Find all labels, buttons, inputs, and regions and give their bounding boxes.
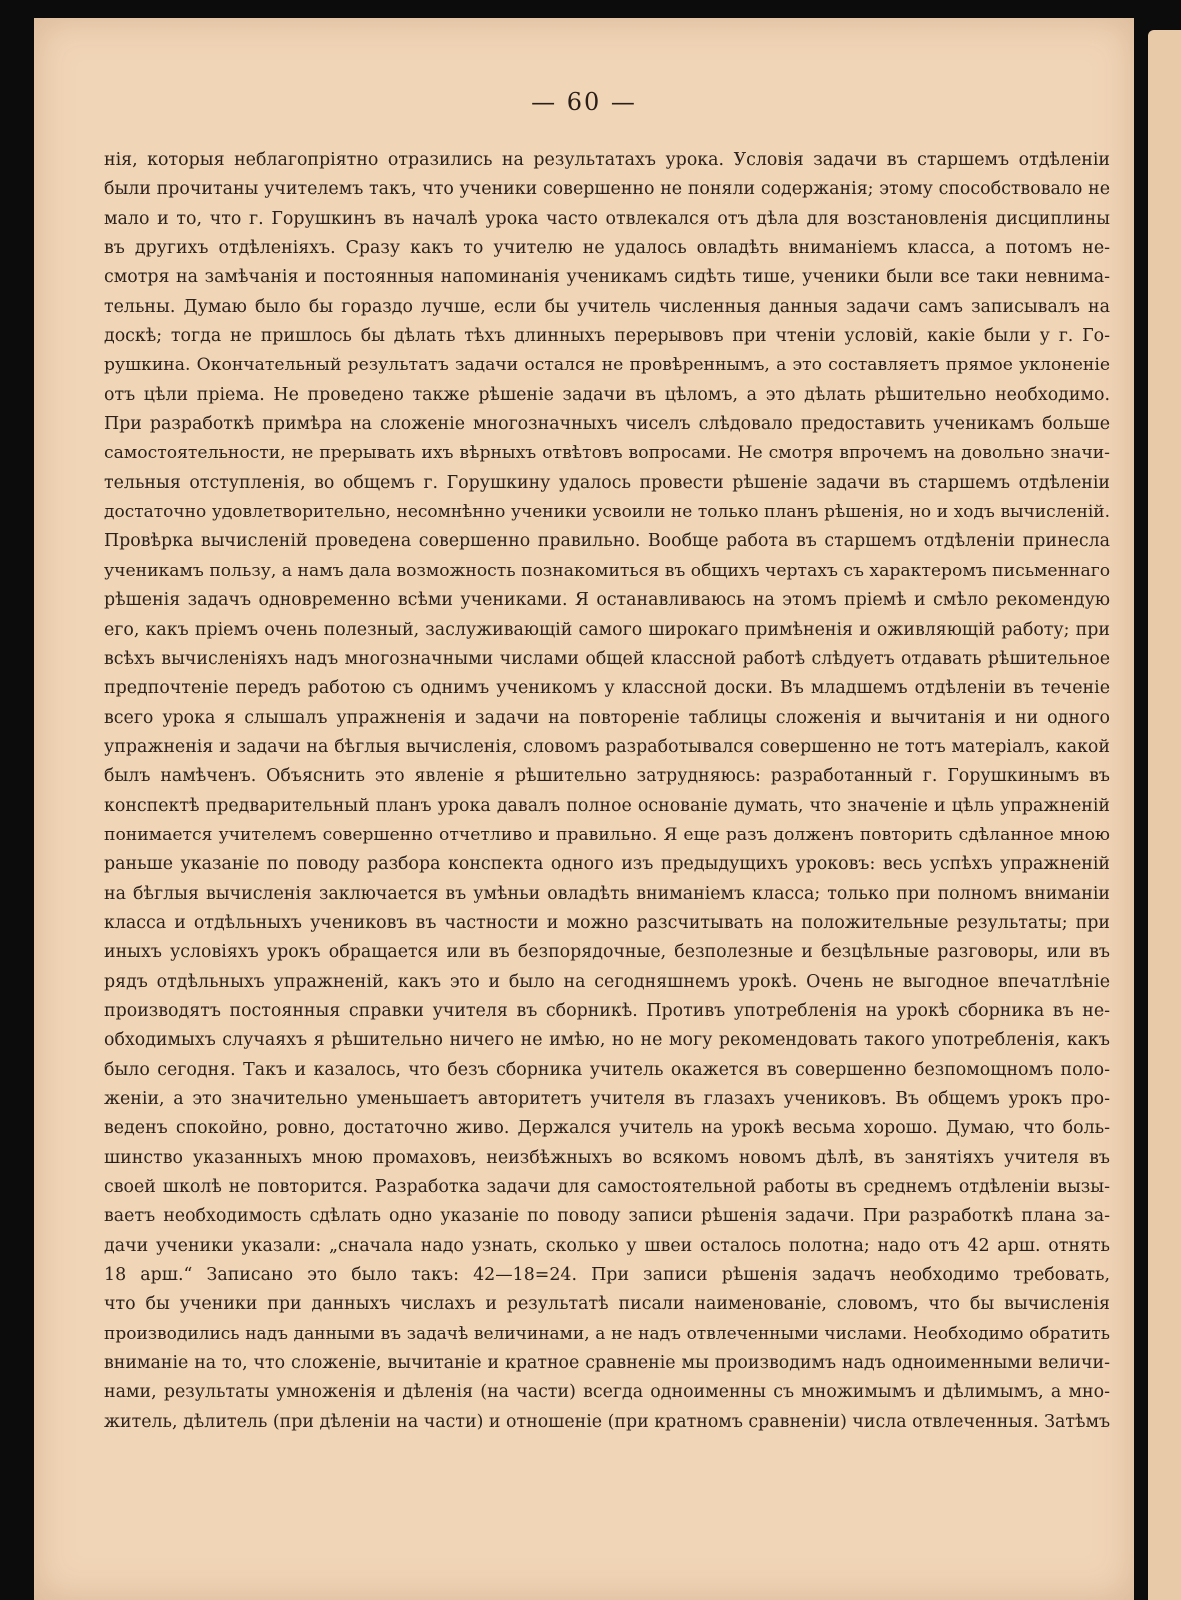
text-line: вниманіе на то, что сложеніе, вычитаніе и кратное сравненіе мы производимъ надъ одноименными величи- [104, 1353, 1110, 1374]
text-line: достаточно удовлетворительно, несомнѣнно ученики усвоили не только планъ рѣшенія, но и ходъ вычисленій. [104, 502, 1110, 523]
text-line: иныхъ условіяхъ урокъ обращается или въ безпорядочные, безполезные и безцѣльные разговоры, или въ [104, 942, 1110, 963]
page-number: — 60 — [531, 88, 637, 116]
text-line: обходимыхъ случаяхъ я рѣшительно ничего не имѣю, но не могу рекомендовать такого употребленія, какъ [104, 1030, 1110, 1051]
text-line: ученикамъ пользу, а намъ дала возможность познакомиться въ общихъ чертахъ съ характеромъ письменнаго [104, 560, 1111, 581]
text-line: класса и отдѣльныхъ учениковъ въ частности и можно разсчитывать на положительные результаты; при [104, 912, 1110, 933]
text-line: отъ цѣли пріема. Не проведено также рѣшеніе задачи въ цѣломъ, а это дѣлать рѣшительно необходимо. [104, 384, 1110, 405]
text-line: женіи, а это значительно уменьшаетъ авторитетъ учителя въ глазахъ учениковъ. Въ общемъ урокъ про- [104, 1089, 1110, 1109]
text-line: житель, дѣлитель (при дѣленіи на части) и отношеніе (при кратномъ сравненіи) числа отвлеченныя. Затѣмъ [104, 1411, 1111, 1432]
text-line: раньше указаніе по поводу разбора конспекта одного изъ предыдущихъ уроковъ: весь успѣхъ упражненій [104, 854, 1110, 875]
next-page-edge [1148, 30, 1181, 1600]
body-text [104, 146, 1110, 1437]
text-line: Провѣрка вычисленій проведена совершенно правильно. Вообще работа въ старшемъ отдѣленіи принесла [104, 531, 1110, 552]
text-line: упражненія и задачи на бѣглыя вычисленія, словомъ разработывался совершенно не тотъ матеріалъ, какой [104, 736, 1110, 757]
text-line: конспектѣ предварительный планъ урока давалъ полное основаніе думать, что значеніе и цѣль упражненій [104, 795, 1110, 816]
text-line: было сегодня. Такъ и казалось, что безъ сборника учитель окажется въ совершенно безпомощномъ поло- [104, 1059, 1110, 1080]
text-line: шинство указанныхъ мною промаховъ, неизбѣжныхъ во всякомъ новомъ дѣлѣ, въ занятіяхъ учителя въ [104, 1147, 1110, 1168]
text-line: дачи ученики указали: „сначала надо узнать, сколько у швеи осталось полотна; надо отъ 42 арш. отнять [104, 1235, 1110, 1256]
text-line: нами, результаты умноженія и дѣленія (на части) всегда одноименны съ множимымъ и дѣлимымъ, а мно- [104, 1382, 1110, 1403]
text-line: рѣшенія задачъ одновременно всѣми учениками. Я останавливаюсь на этомъ пріемѣ и смѣло рекомендую [104, 590, 1110, 611]
text-line: рушкина. Окончательный результатъ задачи остался не провѣреннымъ, а это составляетъ прямое уклоненіе [104, 355, 1110, 376]
text-line: въ другихъ отдѣленіяхъ. Сразу какъ то учителю не удалось овладѣть вниманіемъ класса, а потомъ не- [104, 238, 1110, 259]
text-line: производятъ постоянныя справки учителя въ сборникѣ. Противъ употребленія на урокѣ сборника въ не- [104, 1000, 1110, 1021]
text-line: на бѣглыя вычисленія заключается въ умѣньи овладѣть вниманіемъ класса; только при полномъ вниманіи [104, 883, 1110, 904]
text-line: производились надъ данными въ задачѣ величинами, а не надъ отвлеченными числами. Необходимо обратить [104, 1323, 1110, 1344]
text-line: рядъ отдѣльныхъ упражненій, какъ это и было на сегодняшнемъ урокѣ. Очень не выгодное впечатлѣніе [104, 971, 1110, 992]
text-line: доскѣ; тогда не пришлось бы дѣлать тѣхъ длинныхъ перерывовъ при чтеніи условій, какіе были у г. Го- [104, 326, 1110, 347]
text-line: ваетъ необходимость сдѣлать одно указаніе по поводу записи рѣшенія задачи. При разработкѣ плана за- [104, 1206, 1110, 1227]
text-line: своей школѣ не повторится. Разработка задачи для самостоятельной работы въ среднемъ отдѣленіи вызы- [104, 1177, 1110, 1198]
text-line: нія, которыя неблагопріятно отразились на результатахъ урока. Условія задачи въ старшемъ отдѣленіи [104, 150, 1110, 170]
text-line: всѣхъ вычисленіяхъ надъ многозначными числами общей классной работѣ слѣдуетъ отдавать рѣшительное [104, 648, 1110, 669]
text-line: всего урока я слышалъ упражненія и задачи на повтореніе таблицы сложенія и вычитанія и ни одного [104, 707, 1110, 728]
text-line: предпочтеніе передъ работою съ однимъ ученикомъ у классной доски. Въ младшемъ отдѣленіи въ теченіе [104, 678, 1110, 699]
text-line: былъ намѣченъ. Объяснить это явленіе я рѣшительно затрудняюсь: разработанный г. Горушкинымъ въ [104, 766, 1110, 787]
text-line: мало и то, что г. Горушкинъ въ началѣ урока часто отвлекался отъ дѣла для возстановленія дисциплины [104, 208, 1110, 229]
text-line: тельныя отступленія, во общемъ г. Горушкину удалось провести рѣшеніе задачи въ старшемъ отдѣленіи [104, 472, 1110, 493]
text-line: веденъ спокойно, ровно, достаточно живо. Держался учитель на урокѣ весьма хорошо. Думаю, что боль- [104, 1118, 1110, 1139]
text-line: самостоятельности, не прерывать ихъ вѣрныхъ отвѣтовъ вопросами. Не смотря впрочемъ на довольно значи- [104, 443, 1110, 464]
text-line: его, какъ пріемъ очень полезный, заслуживающій самого широкаго примѣненія и оживляющій работу; при [104, 619, 1110, 640]
text-line: тельны. Думаю было бы гораздо лучше, если бы учитель численныя данныя задачи самъ записывалъ на [104, 296, 1110, 317]
text-line: были прочитаны учителемъ такъ, что ученики совершенно не поняли содержанія; этому способствовало не [104, 179, 1110, 200]
text-line: что бы ученики при данныхъ числахъ и результатѣ писали наименованіе, словомъ, что бы вычисленія [104, 1294, 1110, 1315]
text-line: 18 арш.“ Записано это было такъ: 42—18=24. При записи рѣшенія задачъ необходимо требовать, [104, 1265, 1110, 1286]
text-line: При разработкѣ примѣра на сложеніе многозначныхъ чиселъ слѣдовало предоставить ученикамъ больше [104, 414, 1110, 435]
text-line: понимается учителемъ совершенно отчетливо и правильно. Я еще разъ долженъ повторить сдѣланное мною [104, 824, 1110, 845]
text-line: смотря на замѣчанія и постоянныя напоминанія ученикамъ сидѣть тише, ученики были все таки невнима- [104, 267, 1110, 288]
document-page [34, 18, 1134, 1600]
